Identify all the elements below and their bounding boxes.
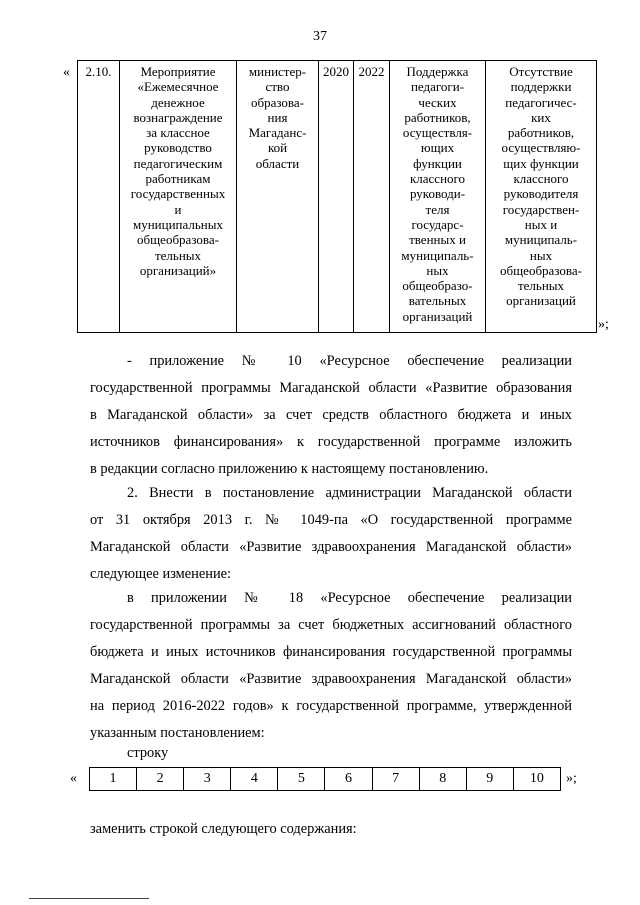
- paragraph-line: бюджета и иных источников финансирования государственной программы: [90, 644, 572, 660]
- number-cell: 2: [137, 768, 184, 791]
- consequence-cell: Отсутствие поддержки педагогичес- ких работников, осуществляю- щих функции классного руководителя государствен- ных и муниципаль- ных общеобразова- тельных организаций: [486, 61, 597, 333]
- year-start-cell: 2020: [319, 61, 354, 333]
- paragraph-line: - приложение № 10 «Ресурсное обеспечение реализации: [127, 353, 572, 369]
- number-row-close-quote: »;: [566, 771, 577, 786]
- paragraph-line: указанным постановлением:: [90, 725, 265, 741]
- number-row: [90, 768, 561, 791]
- paragraph-line: в редакции согласно приложению к настоящему постановлению.: [90, 461, 489, 477]
- paragraph-line: государственной программы за счет бюджетных ассигнований областного: [90, 617, 572, 633]
- number-cell: 8: [419, 768, 466, 791]
- paragraph-line: на период 2016-2022 годов» к государственной программе, утвержденной: [90, 698, 572, 714]
- paragraph-line: государственной программы Магаданской области «Развитие образования: [90, 380, 572, 396]
- row-close-quote: »;: [598, 317, 609, 332]
- paragraph-amendment: [90, 480, 572, 588]
- paragraph-appendix-18: [90, 585, 572, 747]
- paragraph-line: в приложении № 18 «Ресурсное обеспечение реализации: [127, 590, 572, 606]
- paragraph-line: Магаданской области «Развитие здравоохранения Магаданской области»: [90, 539, 572, 555]
- number-cell: 5: [278, 768, 325, 791]
- row-label: строку: [127, 745, 169, 761]
- paragraph-appendix-10: [90, 348, 572, 483]
- number-cell: 7: [372, 768, 419, 791]
- paragraph-line: от 31 октября 2013 г. № 1049-па «О государственной программе: [90, 512, 572, 528]
- number-cell: 1: [90, 768, 137, 791]
- number-cell: 9: [466, 768, 513, 791]
- result-cell: Поддержка педагоги- ческих работников, осуществля- ющих функции классного руководи- теля государс- твенных и муниципаль- ных общеобразо- вательных организаций: [390, 61, 486, 333]
- number-row-table: [89, 767, 561, 791]
- paragraph-line: источников финансирования» к государственной программе изложить: [90, 434, 572, 450]
- program-table-row: [77, 60, 597, 333]
- paragraph-line: следующее изменение:: [90, 566, 232, 582]
- number-cell: 4: [231, 768, 278, 791]
- executor-cell: министер- ство образова- ния Магаданс- кой области: [237, 61, 319, 333]
- paragraph-line: 2. Внести в постановление администрации Магаданской области: [127, 485, 572, 501]
- number-cell: 10: [513, 768, 560, 791]
- paragraph-line: в Магаданской области» за счет средств областного бюджета и иных: [90, 407, 572, 423]
- page-number: 37: [313, 29, 327, 44]
- year-end-cell: 2022: [354, 61, 390, 333]
- paragraph-line: Магаданской области «Развитие здравоохранения Магаданской области»: [90, 671, 572, 687]
- event-cell: Мероприятие «Ежемесячное денежное вознаграждение за классное руководство педагогическим работникам государственных и муниципальных общеобразова- тельных организаций»: [120, 61, 237, 333]
- number-row-open-quote: «: [70, 771, 77, 786]
- row-open-quote: «: [63, 65, 70, 80]
- number-cell: 3: [184, 768, 231, 791]
- row-number-cell: 2.10.: [78, 61, 120, 333]
- replace-sentence: заменить строкой следующего содержания:: [90, 821, 357, 837]
- number-cell: 6: [325, 768, 372, 791]
- footnote-separator: [29, 898, 149, 899]
